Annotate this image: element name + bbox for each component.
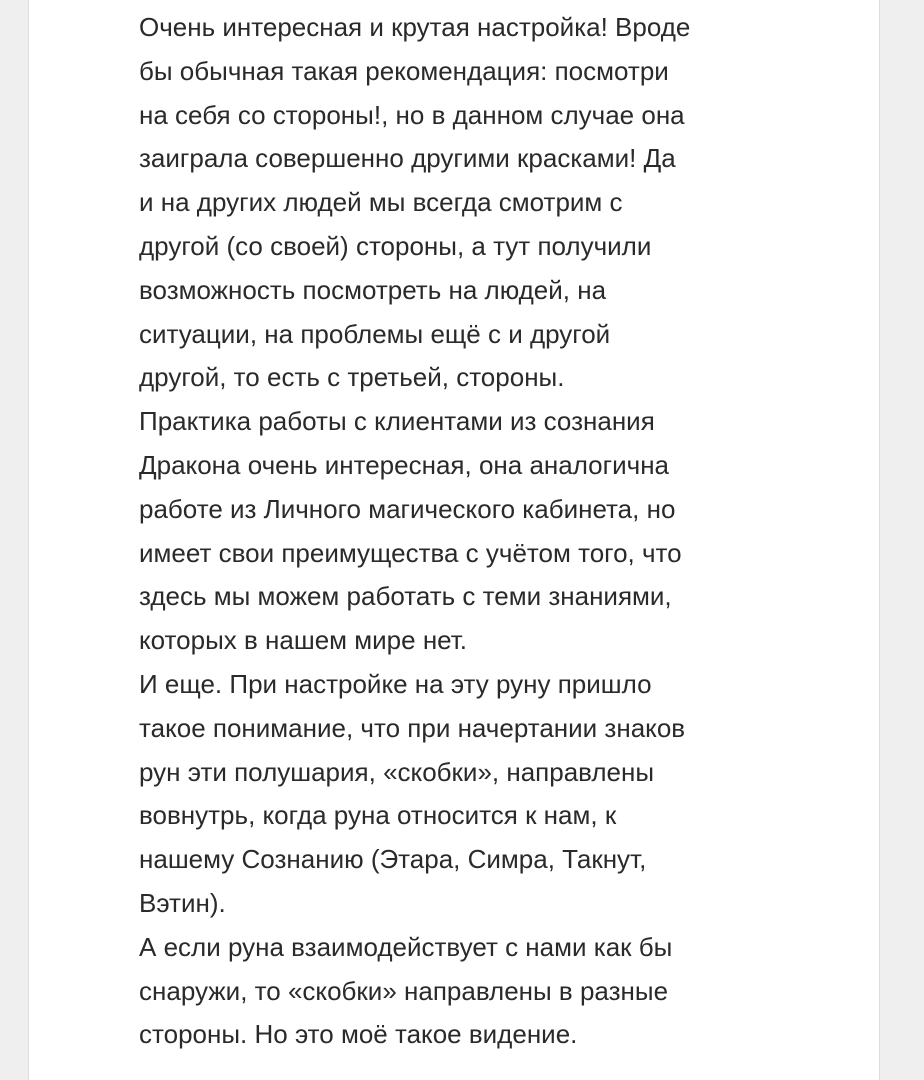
text-line: возможность посмотреть на людей, на (139, 274, 607, 305)
text-line: нашему Сознанию (Этара, Симра, Такнут, (139, 844, 647, 875)
paragraph-2 (139, 400, 799, 663)
article-text (139, 6, 799, 1057)
text-line: Вэтин). (139, 887, 226, 918)
text-line: снаружи, то «скобки» направлены в разные (139, 975, 669, 1006)
text-line: другой, то есть с третьей, стороны. (139, 362, 565, 393)
text-line: работе из Личного магического кабинета, но (139, 493, 676, 524)
paragraph-4 (139, 926, 799, 1057)
text-line: и на других людей мы всегда смотрим с (139, 187, 623, 218)
paragraph-3 (139, 663, 799, 926)
text-line: бы обычная такая рекомендация: посмотри (139, 55, 669, 86)
text-line: ситуации, на проблемы ещё с и другой (139, 318, 611, 349)
text-line: Дракона очень интересная, она аналогична (139, 449, 670, 480)
text-line: заиграла совершенно другими красками! Да (139, 143, 676, 174)
text-line: такое понимание, что при начертании знаков (139, 712, 686, 743)
text-line: которых в нашем мире нет. (139, 625, 468, 656)
text-line: Очень интересная и крутая настройка! Вроде (139, 12, 691, 42)
text-line: А если руна взаимодействует с нами как бы (139, 931, 673, 962)
paragraph-1 (139, 6, 799, 400)
content-card (28, 0, 880, 1080)
text-line: другой (со своей) стороны, а тут получили (139, 230, 652, 261)
text-line: на себя со стороны!, но в данном случае она (139, 99, 685, 130)
text-line: имеет свои преимущества с учётом того, что (139, 537, 682, 568)
text-line: вовнутрь, когда руна относится к нам, к (139, 800, 617, 831)
text-line: Практика работы с клиентами из сознания (139, 406, 655, 437)
text-line: И еще. При настройке на эту руну пришло (139, 668, 652, 699)
text-line: стороны. Но это моё такое видение. (139, 1019, 578, 1050)
text-line: здесь мы можем работать с теми знаниями, (139, 581, 672, 612)
text-line: рун эти полушария, «скобки», направлены (139, 756, 655, 787)
